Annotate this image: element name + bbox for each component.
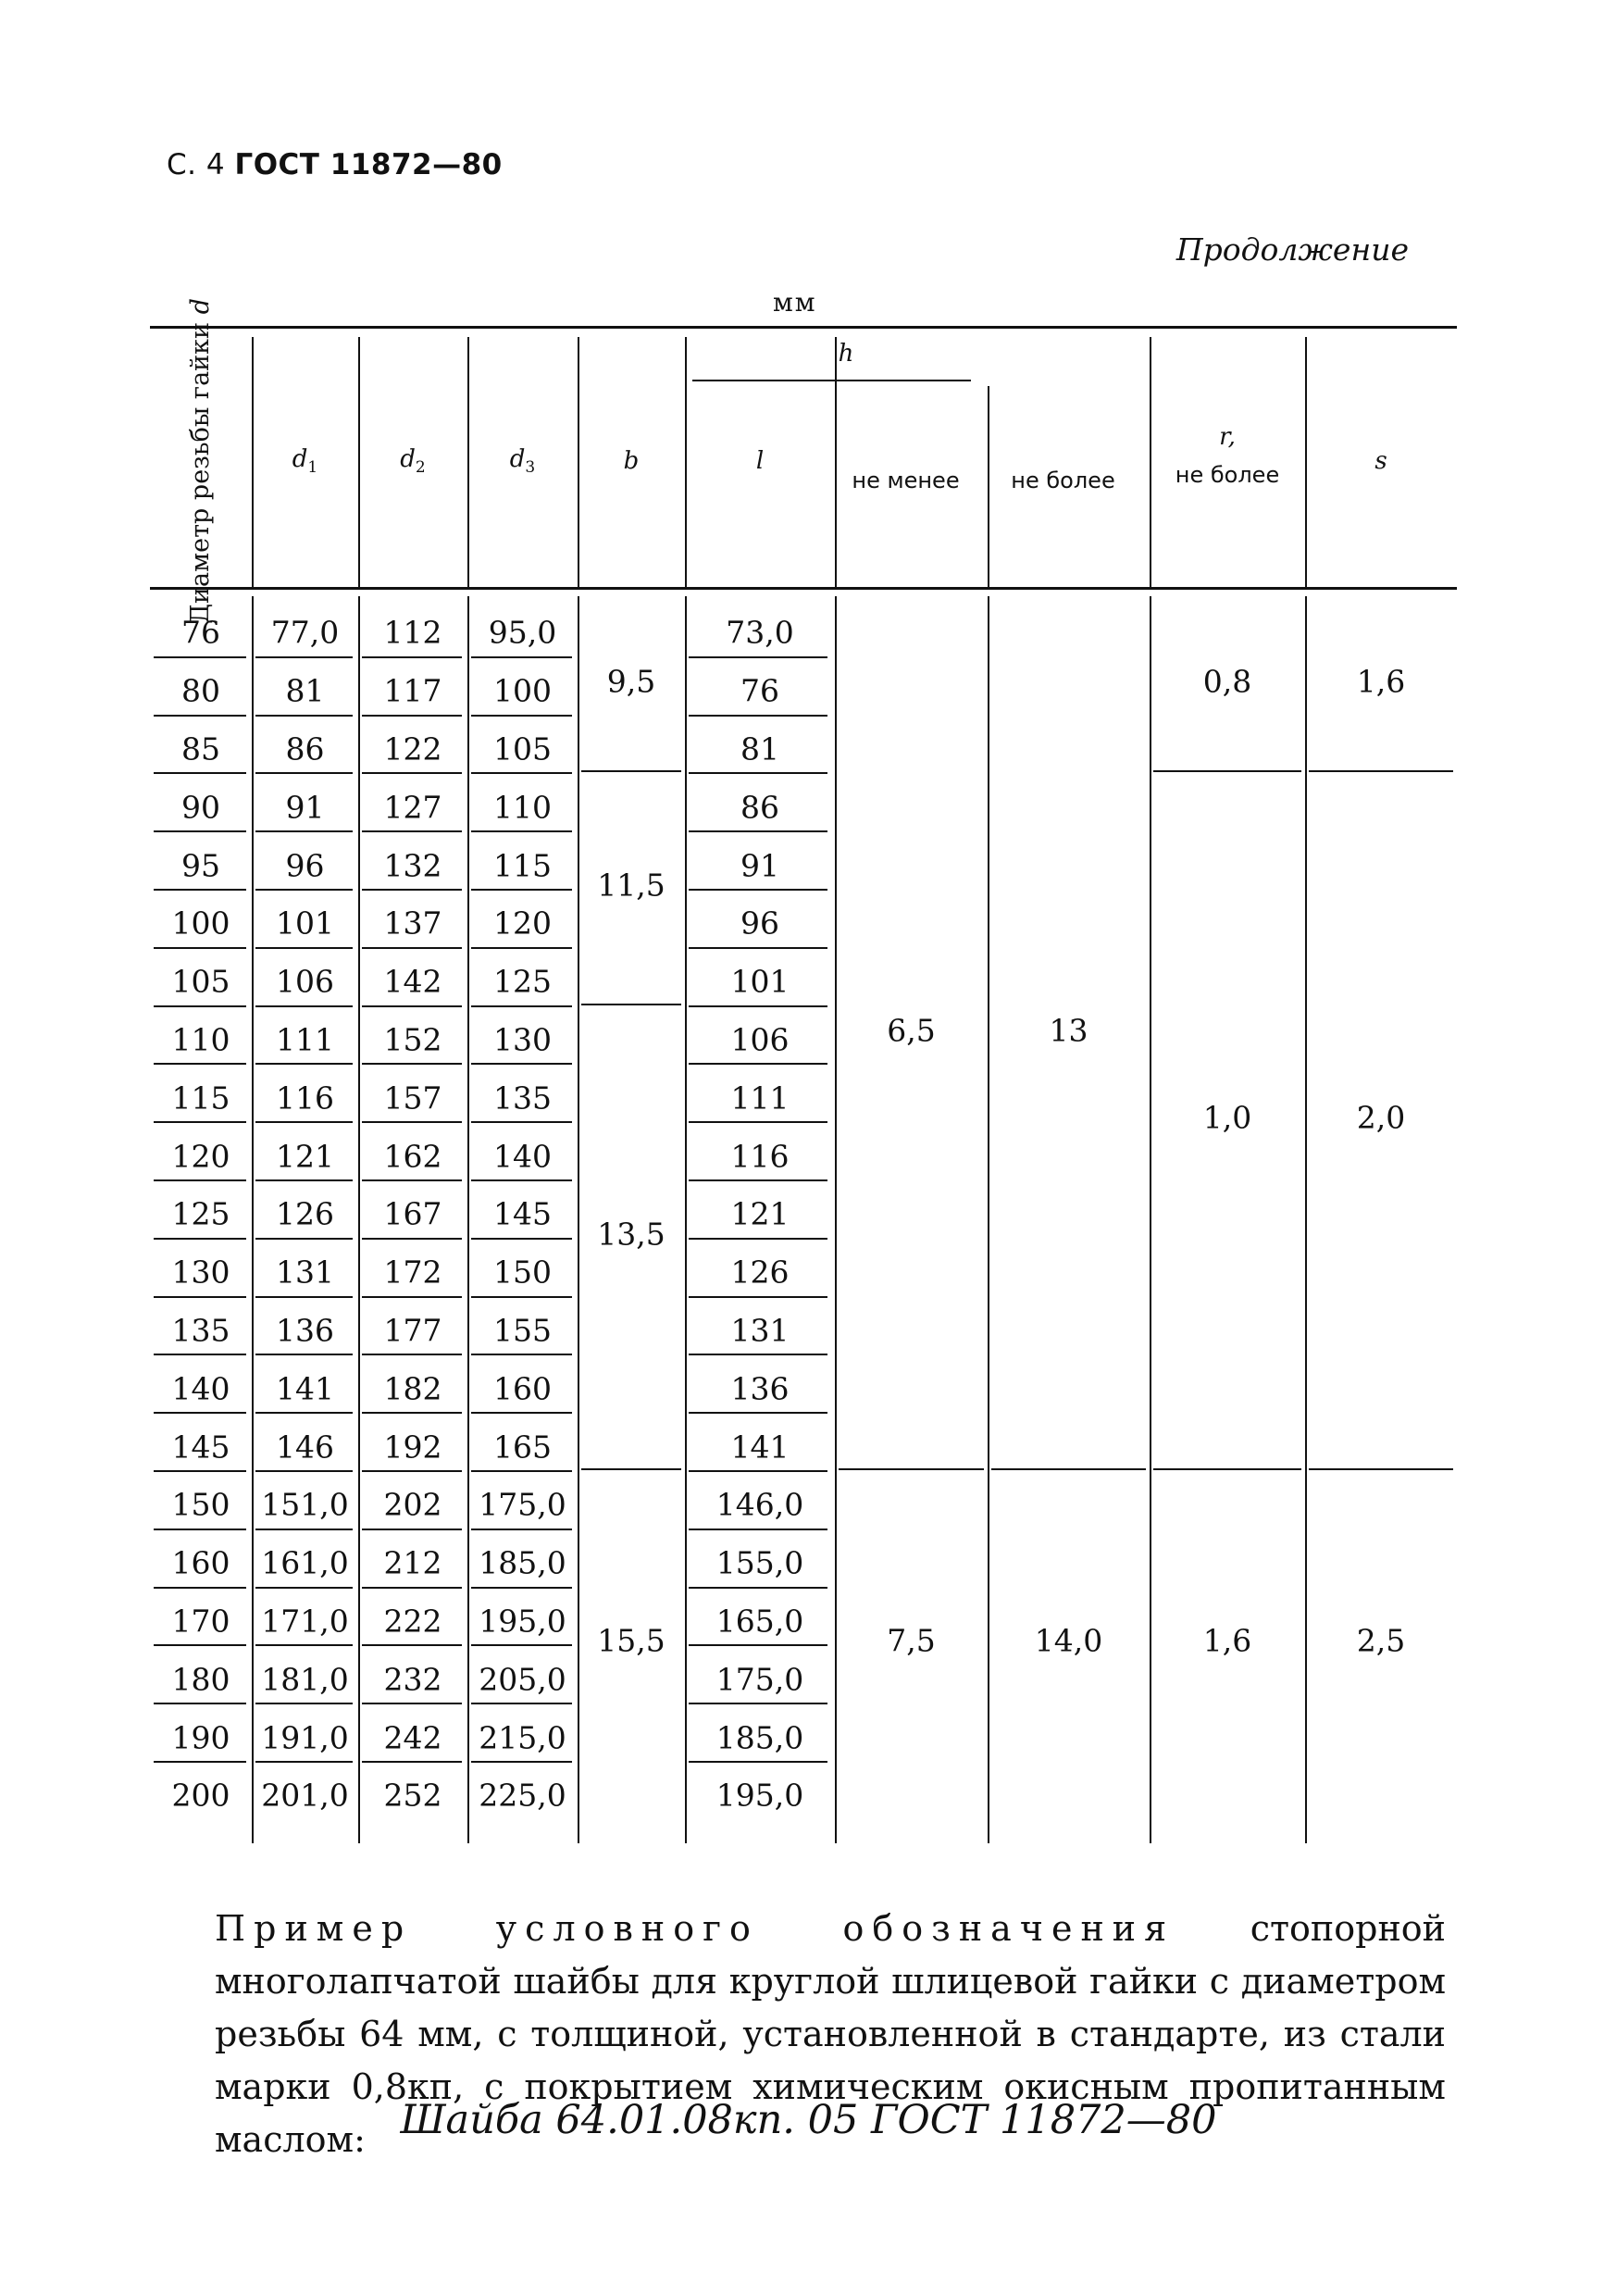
group-cell-s-separator <box>1309 770 1453 772</box>
row-underline <box>154 1296 246 1298</box>
table-cell-d2: 167 <box>383 1195 442 1232</box>
row-underline <box>471 1529 572 1530</box>
row-underline <box>154 1354 246 1355</box>
table-cell-d3: 195,0 <box>479 1603 566 1640</box>
column-header-thread-diameter <box>186 298 216 624</box>
row-underline <box>362 656 462 658</box>
row-underline <box>362 1761 462 1763</box>
row-underline <box>471 1296 572 1298</box>
column-header-l-symbol: l <box>755 447 765 475</box>
table-cell-d3: 110 <box>493 789 552 826</box>
row-underline <box>689 1238 827 1240</box>
row-underline <box>471 656 572 658</box>
table-cell-d1: 136 <box>276 1312 334 1349</box>
row-underline <box>154 1179 246 1181</box>
row-underline <box>154 1238 246 1240</box>
table-cell-d1: 181,0 <box>261 1661 349 1698</box>
row-underline <box>154 947 246 949</box>
table-cell-l: 73,0 <box>726 614 794 651</box>
column-header-d3 <box>510 445 535 477</box>
row-underline <box>255 1412 353 1414</box>
table-cell-l: 155,0 <box>715 1544 804 1581</box>
row-underline <box>362 947 462 949</box>
row-underline <box>689 947 827 949</box>
table-cell-l: 116 <box>730 1138 790 1175</box>
table-cell-l: 175,0 <box>715 1661 804 1698</box>
column-header-b-symbol: b <box>623 447 640 475</box>
table-cell-d2: 202 <box>383 1486 442 1523</box>
group-cell-r-separator <box>1153 1468 1301 1470</box>
row-underline <box>689 772 827 774</box>
row-underline <box>362 1296 462 1298</box>
header-bottom-rule <box>150 587 1457 590</box>
table-cell-d: 85 <box>181 730 220 767</box>
table-cell-d1: 121 <box>276 1138 334 1175</box>
table-cell-d2: 172 <box>383 1254 442 1291</box>
row-underline <box>255 830 353 832</box>
row-underline <box>471 1412 572 1414</box>
row-underline <box>362 1703 462 1704</box>
table-cell-d: 130 <box>171 1254 230 1291</box>
table-cell-d: 90 <box>181 789 220 826</box>
table-cell-d: 135 <box>171 1312 230 1349</box>
row-underline <box>362 1121 462 1123</box>
column-divider <box>988 386 989 587</box>
group-cell-b: 15,5 <box>597 1622 665 1659</box>
table-cell-d: 100 <box>171 905 230 942</box>
row-underline <box>689 1296 827 1298</box>
table-cell-d: 145 <box>171 1429 230 1466</box>
row-underline <box>471 1644 572 1646</box>
table-cell-d2: 182 <box>383 1370 442 1407</box>
row-underline <box>255 1703 353 1704</box>
row-underline <box>255 1529 353 1530</box>
table-cell-d: 105 <box>171 963 230 1000</box>
column-header-h: h <box>838 340 854 368</box>
table-cell-d3: 185,0 <box>479 1544 566 1581</box>
column-header-d1-subscript: 1 <box>307 458 318 478</box>
row-underline <box>471 1587 572 1589</box>
row-underline <box>471 830 572 832</box>
table-cell-d2: 117 <box>383 672 442 709</box>
table-cell-d2: 177 <box>383 1312 442 1349</box>
row-underline <box>471 1179 572 1181</box>
row-underline <box>255 1121 353 1123</box>
table-top-rule <box>150 326 1457 329</box>
column-divider <box>1150 337 1151 587</box>
column-header-d1 <box>292 445 317 477</box>
row-underline <box>471 1005 572 1007</box>
row-underline <box>255 772 353 774</box>
group-cell-h-max: 14,0 <box>1034 1622 1103 1659</box>
table-cell-l: 121 <box>730 1195 790 1232</box>
example-body: стопорной многолапчатой шайбы для круглой шлицевой гайки с диаметром резьбы 64 мм, с толщиной, установленной в стандарте, из стали марки 0,8кп, с покрытием химическим окисным пропитанным маслом: <box>215 1908 1446 2160</box>
table-cell-l: 136 <box>730 1370 790 1407</box>
row-underline <box>689 1470 827 1472</box>
table-cell-d3: 95,0 <box>488 614 557 651</box>
row-underline <box>689 1063 827 1065</box>
h-group-rule <box>692 380 971 381</box>
row-underline <box>154 772 246 774</box>
table-cell-d2: 122 <box>383 730 442 767</box>
table-cell-d3: 130 <box>493 1021 552 1058</box>
table-cell-d3: 160 <box>493 1370 552 1407</box>
table-cell-d: 110 <box>171 1021 230 1058</box>
row-underline <box>689 1354 827 1355</box>
row-underline <box>689 830 827 832</box>
row-underline <box>471 1238 572 1240</box>
table-cell-d3: 115 <box>493 847 552 884</box>
row-underline <box>689 1761 827 1763</box>
table-cell-d2: 192 <box>383 1429 442 1466</box>
row-underline <box>255 1005 353 1007</box>
table-cell-d3: 140 <box>493 1138 552 1175</box>
table-cell-d3: 145 <box>493 1195 552 1232</box>
row-underline <box>362 1179 462 1181</box>
row-underline <box>471 1354 572 1355</box>
group-cell-s-separator <box>1309 1468 1453 1470</box>
group-cell-r: 1,0 <box>1202 1099 1252 1136</box>
table-cell-d1: 91 <box>285 789 325 826</box>
row-underline <box>255 1063 353 1065</box>
table-cell-d3: 205,0 <box>479 1661 566 1698</box>
continuation-label: Продолжение <box>1175 231 1409 268</box>
designation-formula: Шайба 64.01.08кп. 05 ГОСТ 11872—80 <box>400 2097 1217 2143</box>
table-cell-d3: 155 <box>493 1312 552 1349</box>
group-cell-b-separator <box>581 1004 681 1005</box>
row-underline <box>362 1529 462 1530</box>
table-cell-d2: 132 <box>383 847 442 884</box>
row-underline <box>154 1703 246 1704</box>
row-underline <box>362 1644 462 1646</box>
table-cell-l: 141 <box>730 1429 790 1466</box>
table-cell-d: 76 <box>181 614 220 651</box>
row-underline <box>689 889 827 891</box>
table-cell-l: 185,0 <box>715 1719 804 1756</box>
group-cell-b-separator <box>581 770 681 772</box>
row-underline <box>689 1703 827 1704</box>
column-header-d3-subscript: 3 <box>525 458 536 478</box>
row-underline <box>471 1761 572 1763</box>
table-cell-d1: 101 <box>276 905 334 942</box>
group-cell-s: 2,0 <box>1356 1099 1406 1136</box>
row-underline <box>255 1470 353 1472</box>
table-cell-d2: 212 <box>383 1544 442 1581</box>
group-cell-h-min: 7,5 <box>887 1622 936 1659</box>
table-cell-l: 101 <box>730 963 790 1000</box>
row-underline <box>362 1470 462 1472</box>
table-cell-l: 86 <box>740 789 779 826</box>
table-cell-d1: 106 <box>276 963 334 1000</box>
table-cell-d1: 86 <box>285 730 325 767</box>
table-cell-d2: 127 <box>383 789 442 826</box>
row-underline <box>255 1761 353 1763</box>
table-cell-d1: 146 <box>276 1429 334 1466</box>
group-cell-r: 1,6 <box>1202 1622 1252 1659</box>
table-cell-d2: 222 <box>383 1603 442 1640</box>
row-underline <box>154 1761 246 1763</box>
unit-label: мм <box>773 287 817 318</box>
table-cell-l: 195,0 <box>715 1777 804 1814</box>
column-header-d2 <box>400 445 425 477</box>
column-header-h-min: не менее <box>852 468 960 494</box>
row-underline <box>362 830 462 832</box>
row-underline <box>255 947 353 949</box>
table-cell-d1: 116 <box>276 1079 334 1117</box>
group-cell-b-separator <box>581 1468 681 1470</box>
group-cell-h-min: 6,5 <box>887 1012 936 1049</box>
table-cell-d1: 77,0 <box>270 614 340 651</box>
row-underline <box>689 656 827 658</box>
table-cell-d3: 215,0 <box>479 1719 566 1756</box>
row-underline <box>154 1121 246 1123</box>
table-cell-l: 126 <box>730 1254 790 1291</box>
group-cell-b: 11,5 <box>597 867 665 904</box>
table-cell-d3: 105 <box>493 730 552 767</box>
table-cell-d2: 112 <box>383 614 442 651</box>
column-divider <box>835 337 837 587</box>
group-cell-b: 13,5 <box>597 1216 665 1253</box>
page-header <box>167 148 503 181</box>
row-underline <box>255 1644 353 1646</box>
row-underline <box>471 889 572 891</box>
table-cell-d2: 242 <box>383 1719 442 1756</box>
table-cell-l: 91 <box>740 847 779 884</box>
table-cell-d3: 150 <box>493 1254 552 1291</box>
group-cell-s: 1,6 <box>1356 663 1406 700</box>
row-underline <box>154 1587 246 1589</box>
row-underline <box>689 1529 827 1530</box>
page-label: С. 4 <box>167 148 226 181</box>
table-cell-d: 170 <box>171 1603 230 1640</box>
thread-diameter-label: Диаметр резьбы гайки <box>185 321 215 624</box>
table-cell-d2: 232 <box>383 1661 442 1698</box>
row-underline <box>471 947 572 949</box>
table-cell-d: 150 <box>171 1486 230 1523</box>
row-underline <box>154 1644 246 1646</box>
row-underline <box>255 1354 353 1355</box>
row-underline <box>362 1587 462 1589</box>
group-cell-r: 0,8 <box>1202 663 1252 700</box>
row-underline <box>154 715 246 717</box>
row-underline <box>154 830 246 832</box>
example-lead: Пример условного обозначения <box>215 1908 1175 1949</box>
column-header-d1-symbol: d <box>292 444 308 473</box>
table-cell-d2: 142 <box>383 963 442 1000</box>
column-header-l <box>756 447 764 475</box>
row-underline <box>154 656 246 658</box>
column-divider <box>1305 337 1307 587</box>
table-cell-d1: 191,0 <box>261 1719 349 1756</box>
table-cell-l: 96 <box>740 905 779 942</box>
column-header-d3-symbol: d <box>509 444 526 473</box>
group-cell-h-min-separator <box>839 1468 984 1470</box>
column-header-b <box>624 447 640 475</box>
column-divider <box>358 337 360 587</box>
row-underline <box>154 1470 246 1472</box>
table-cell-d1: 111 <box>276 1021 334 1058</box>
table-cell-l: 76 <box>740 672 779 709</box>
column-header-r-note: не более <box>1175 462 1280 489</box>
table-cell-d2: 252 <box>383 1777 442 1814</box>
row-underline <box>154 1005 246 1007</box>
column-divider <box>685 337 687 587</box>
column-divider <box>578 337 579 587</box>
table-cell-l: 106 <box>730 1021 790 1058</box>
table-cell-d: 190 <box>171 1719 230 1756</box>
table-cell-d: 115 <box>171 1079 230 1117</box>
row-underline <box>255 1238 353 1240</box>
group-cell-r-separator <box>1153 770 1301 772</box>
row-underline <box>154 1063 246 1065</box>
column-header-h-max: не более <box>1011 468 1115 494</box>
row-underline <box>471 1703 572 1704</box>
table-cell-d2: 137 <box>383 905 442 942</box>
column-divider <box>467 337 469 587</box>
table-cell-d2: 162 <box>383 1138 442 1175</box>
column-divider <box>252 337 254 587</box>
row-underline <box>689 715 827 717</box>
group-cell-s: 2,5 <box>1356 1622 1406 1659</box>
row-underline <box>255 656 353 658</box>
table-cell-d2: 152 <box>383 1021 442 1058</box>
group-cell-h-max-separator <box>991 1468 1146 1470</box>
row-underline <box>255 1179 353 1181</box>
row-underline <box>154 889 246 891</box>
table-cell-d1: 96 <box>285 847 325 884</box>
column-header-s-symbol: s <box>1374 447 1387 475</box>
table-cell-d2: 157 <box>383 1079 442 1117</box>
table-cell-d3: 175,0 <box>479 1486 566 1523</box>
table-cell-d3: 225,0 <box>479 1777 566 1814</box>
table-cell-d: 80 <box>181 672 220 709</box>
row-underline <box>689 1412 827 1414</box>
table-cell-d3: 100 <box>493 672 552 709</box>
table-cell-l: 146,0 <box>715 1486 804 1523</box>
table-cell-l: 111 <box>730 1079 790 1117</box>
thread-diameter-symbol: d <box>185 298 215 315</box>
table-cell-l: 81 <box>740 730 779 767</box>
row-underline <box>154 1529 246 1530</box>
row-underline <box>362 1063 462 1065</box>
row-underline <box>689 1179 827 1181</box>
row-underline <box>362 1354 462 1355</box>
table-cell-d1: 126 <box>276 1195 334 1232</box>
table-cell-d: 95 <box>181 847 220 884</box>
row-underline <box>471 772 572 774</box>
row-underline <box>471 1063 572 1065</box>
row-underline <box>689 1121 827 1123</box>
table-cell-d: 140 <box>171 1370 230 1407</box>
row-underline <box>362 1412 462 1414</box>
standard-number: ГОСТ 11872—80 <box>234 148 503 181</box>
row-underline <box>154 1412 246 1414</box>
table-cell-d1: 141 <box>276 1370 334 1407</box>
table-cell-d: 200 <box>171 1777 230 1814</box>
table-cell-d3: 120 <box>493 905 552 942</box>
row-underline <box>471 1121 572 1123</box>
row-underline <box>255 1587 353 1589</box>
table-cell-d: 180 <box>171 1661 230 1698</box>
row-underline <box>689 1587 827 1589</box>
row-underline <box>362 772 462 774</box>
row-underline <box>689 1644 827 1646</box>
table-cell-d1: 81 <box>285 672 325 709</box>
row-underline <box>471 715 572 717</box>
table-cell-l: 131 <box>730 1312 790 1349</box>
row-underline <box>362 1005 462 1007</box>
row-underline <box>471 1470 572 1472</box>
row-underline <box>255 1296 353 1298</box>
table-cell-d: 160 <box>171 1544 230 1581</box>
column-header-d2-subscript: 2 <box>415 458 426 478</box>
column-header-s <box>1374 447 1387 475</box>
table-cell-d3: 165 <box>493 1429 552 1466</box>
table-cell-d: 120 <box>171 1138 230 1175</box>
table-cell-d3: 125 <box>493 963 552 1000</box>
group-cell-h-max: 13 <box>1049 1012 1088 1049</box>
column-header-r: r, <box>1219 423 1236 451</box>
table-cell-d: 125 <box>171 1195 230 1232</box>
table-cell-d1: 171,0 <box>261 1603 349 1640</box>
row-underline <box>689 1005 827 1007</box>
table-cell-d1: 131 <box>276 1254 334 1291</box>
table-cell-d1: 161,0 <box>261 1544 349 1581</box>
row-underline <box>362 715 462 717</box>
group-cell-b: 9,5 <box>606 663 656 700</box>
table-cell-d3: 135 <box>493 1079 552 1117</box>
table-cell-d1: 151,0 <box>261 1486 349 1523</box>
row-underline <box>255 715 353 717</box>
table-cell-d1: 201,0 <box>261 1777 349 1814</box>
table-cell-l: 165,0 <box>715 1603 804 1640</box>
row-underline <box>362 1238 462 1240</box>
row-underline <box>362 889 462 891</box>
column-header-d2-symbol: d <box>400 444 416 473</box>
row-underline <box>255 889 353 891</box>
